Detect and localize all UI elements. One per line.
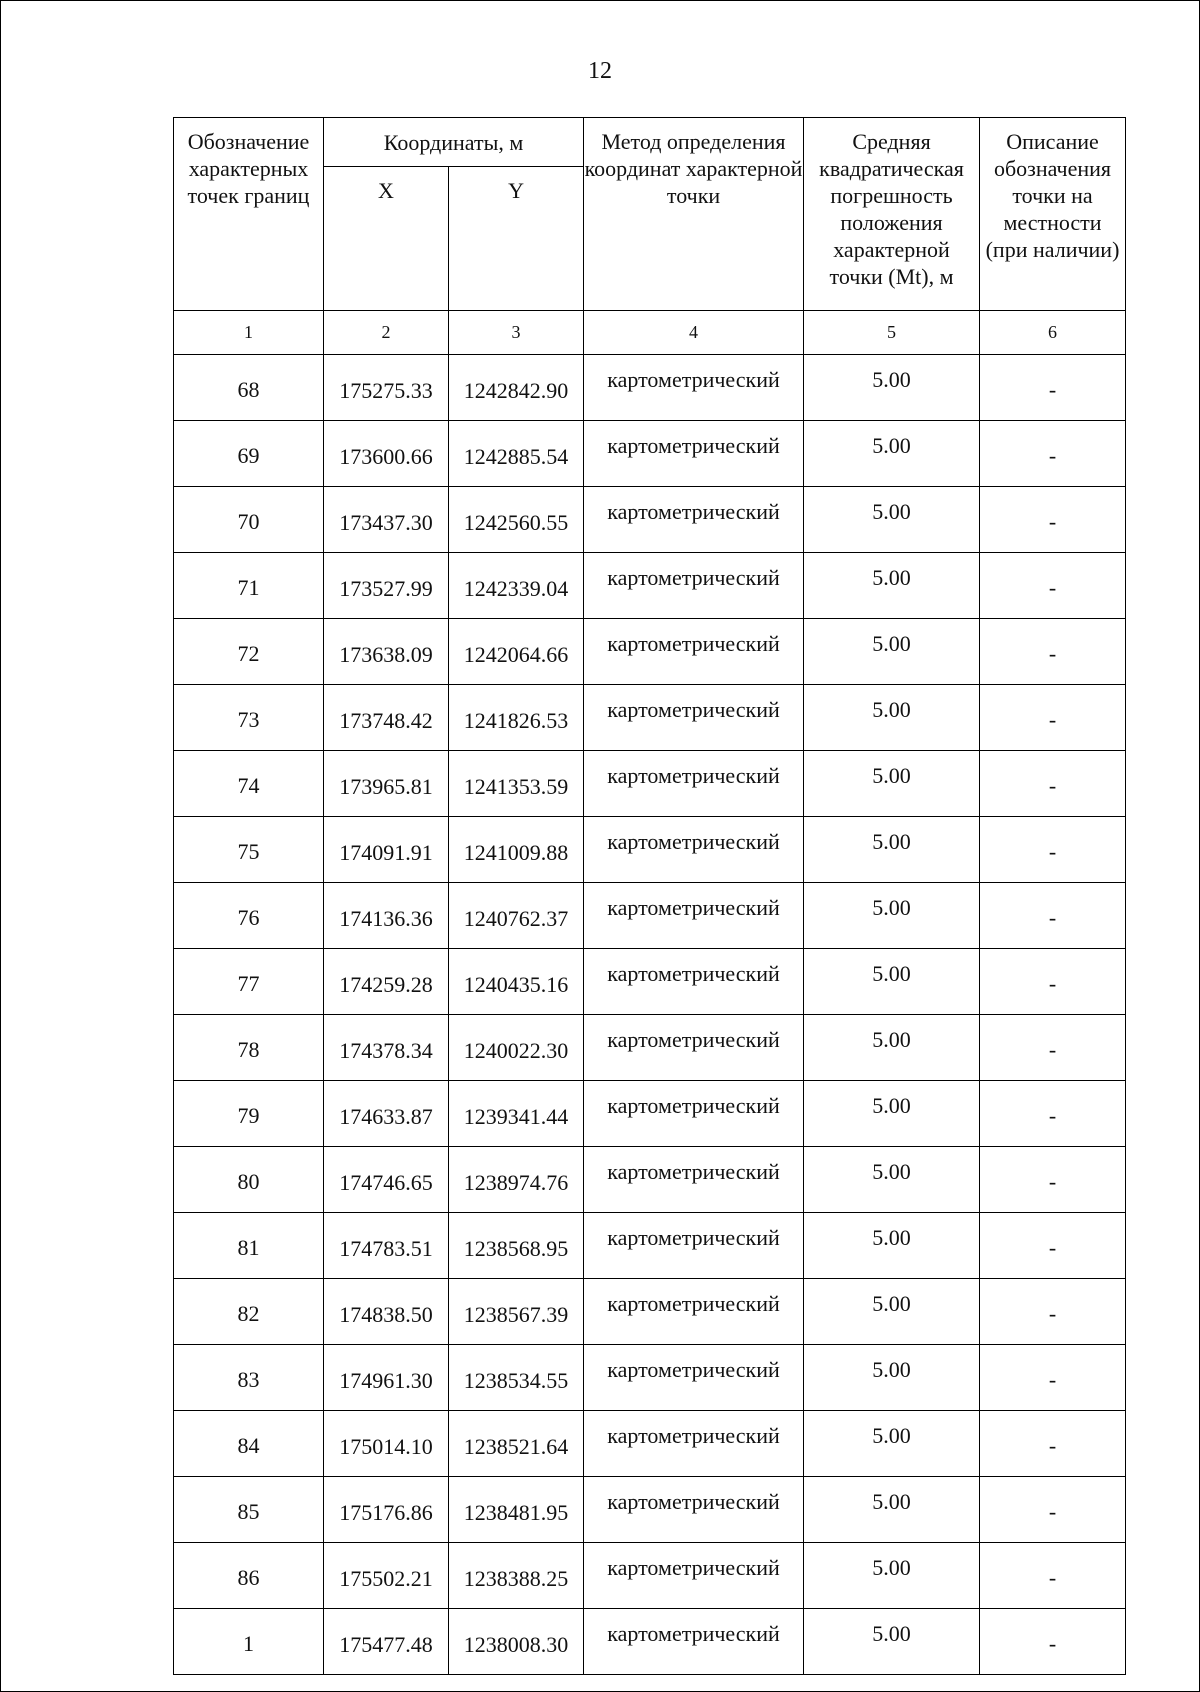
- point-cell: 71: [174, 553, 324, 619]
- method-cell: картометрический: [584, 817, 804, 883]
- y-coordinate-cell: 1238388.25: [449, 1543, 584, 1609]
- error-cell: 5.00: [804, 619, 980, 685]
- header-method: Метод определения координат характерной точки: [584, 118, 804, 311]
- method-cell: картометрический: [584, 1015, 804, 1081]
- header-description: Описание обозначения точки на местности (при наличии): [980, 118, 1126, 311]
- y-coordinate-cell: 1238974.76: [449, 1147, 584, 1213]
- description-cell: -: [980, 553, 1126, 619]
- table-row: [174, 685, 1126, 751]
- table-row: [174, 1279, 1126, 1345]
- description-cell: -: [980, 1081, 1126, 1147]
- error-cell: 5.00: [804, 1081, 980, 1147]
- point-cell: 68: [174, 355, 324, 421]
- method-cell: картометрический: [584, 619, 804, 685]
- error-cell: 5.00: [804, 1543, 980, 1609]
- error-cell: 5.00: [804, 685, 980, 751]
- y-coordinate-cell: 1239341.44: [449, 1081, 584, 1147]
- table-row: [174, 751, 1126, 817]
- x-coordinate-cell: 174378.34: [324, 1015, 449, 1081]
- description-cell: -: [980, 1609, 1126, 1675]
- column-number: 4: [584, 311, 804, 355]
- error-cell: 5.00: [804, 421, 980, 487]
- point-cell: 84: [174, 1411, 324, 1477]
- error-cell: 5.00: [804, 1213, 980, 1279]
- method-cell: картометрический: [584, 1147, 804, 1213]
- x-coordinate-cell: 173437.30: [324, 487, 449, 553]
- error-cell: 5.00: [804, 1477, 980, 1543]
- y-coordinate-cell: 1242842.90: [449, 355, 584, 421]
- point-cell: 78: [174, 1015, 324, 1081]
- column-number: 6: [980, 311, 1126, 355]
- method-cell: картометрический: [584, 1411, 804, 1477]
- x-coordinate-cell: 175502.21: [324, 1543, 449, 1609]
- x-coordinate-cell: 173965.81: [324, 751, 449, 817]
- point-cell: 73: [174, 685, 324, 751]
- column-number-row: [174, 311, 1126, 355]
- coordinates-table: [173, 117, 1126, 1675]
- error-cell: 5.00: [804, 1147, 980, 1213]
- method-cell: картометрический: [584, 487, 804, 553]
- point-cell: 83: [174, 1345, 324, 1411]
- point-cell: 75: [174, 817, 324, 883]
- error-cell: 5.00: [804, 1411, 980, 1477]
- point-cell: 70: [174, 487, 324, 553]
- table-row: [174, 883, 1126, 949]
- x-coordinate-cell: 174091.91: [324, 817, 449, 883]
- method-cell: картометрический: [584, 553, 804, 619]
- y-coordinate-cell: 1238008.30: [449, 1609, 584, 1675]
- error-cell: 5.00: [804, 487, 980, 553]
- method-cell: картометрический: [584, 355, 804, 421]
- method-cell: картометрический: [584, 1213, 804, 1279]
- method-cell: картометрический: [584, 1477, 804, 1543]
- point-cell: 72: [174, 619, 324, 685]
- method-cell: картометрический: [584, 1609, 804, 1675]
- column-number: 3: [449, 311, 584, 355]
- description-cell: -: [980, 1411, 1126, 1477]
- y-coordinate-cell: 1240435.16: [449, 949, 584, 1015]
- x-coordinate-cell: 174783.51: [324, 1213, 449, 1279]
- header-point: Обозначение характерных точек границ: [174, 118, 324, 311]
- x-coordinate-cell: 174633.87: [324, 1081, 449, 1147]
- x-coordinate-cell: 173748.42: [324, 685, 449, 751]
- y-coordinate-cell: 1238568.95: [449, 1213, 584, 1279]
- error-cell: 5.00: [804, 355, 980, 421]
- error-cell: 5.00: [804, 883, 980, 949]
- y-coordinate-cell: 1240762.37: [449, 883, 584, 949]
- table-row: [174, 817, 1126, 883]
- x-coordinate-cell: 173527.99: [324, 553, 449, 619]
- description-cell: -: [980, 1213, 1126, 1279]
- y-coordinate-cell: 1241353.59: [449, 751, 584, 817]
- table-row: [174, 1147, 1126, 1213]
- x-coordinate-cell: 174136.36: [324, 883, 449, 949]
- table-body: [174, 311, 1126, 1675]
- table-row: [174, 355, 1126, 421]
- description-cell: -: [980, 1015, 1126, 1081]
- table-row: [174, 1543, 1126, 1609]
- method-cell: картометрический: [584, 1543, 804, 1609]
- column-number: 1: [174, 311, 324, 355]
- y-coordinate-cell: 1242885.54: [449, 421, 584, 487]
- table-row: [174, 487, 1126, 553]
- description-cell: -: [980, 487, 1126, 553]
- description-cell: -: [980, 1147, 1126, 1213]
- method-cell: картометрический: [584, 1081, 804, 1147]
- table-row: [174, 1345, 1126, 1411]
- description-cell: -: [980, 883, 1126, 949]
- point-cell: 82: [174, 1279, 324, 1345]
- y-coordinate-cell: 1238567.39: [449, 1279, 584, 1345]
- table-row: [174, 1477, 1126, 1543]
- y-coordinate-cell: 1238521.64: [449, 1411, 584, 1477]
- description-cell: -: [980, 1477, 1126, 1543]
- header-x: X: [324, 167, 449, 311]
- description-cell: -: [980, 1345, 1126, 1411]
- description-cell: -: [980, 751, 1126, 817]
- table-row: [174, 1081, 1126, 1147]
- method-cell: картометрический: [584, 751, 804, 817]
- x-coordinate-cell: 175477.48: [324, 1609, 449, 1675]
- column-number: 2: [324, 311, 449, 355]
- table-row: [174, 619, 1126, 685]
- method-cell: картометрический: [584, 1345, 804, 1411]
- description-cell: -: [980, 619, 1126, 685]
- table-row: [174, 949, 1126, 1015]
- page-number: 12: [588, 58, 612, 84]
- x-coordinate-cell: 175014.10: [324, 1411, 449, 1477]
- y-coordinate-cell: 1241009.88: [449, 817, 584, 883]
- x-coordinate-cell: 174961.30: [324, 1345, 449, 1411]
- point-cell: 85: [174, 1477, 324, 1543]
- point-cell: 86: [174, 1543, 324, 1609]
- error-cell: 5.00: [804, 817, 980, 883]
- x-coordinate-cell: 174259.28: [324, 949, 449, 1015]
- x-coordinate-cell: 174746.65: [324, 1147, 449, 1213]
- description-cell: -: [980, 1279, 1126, 1345]
- point-cell: 74: [174, 751, 324, 817]
- point-cell: 81: [174, 1213, 324, 1279]
- error-cell: 5.00: [804, 1279, 980, 1345]
- table-header: [174, 118, 1126, 311]
- header-coordinates: Координаты, м: [324, 118, 584, 167]
- description-cell: -: [980, 421, 1126, 487]
- point-cell: 76: [174, 883, 324, 949]
- table-row: [174, 421, 1126, 487]
- point-cell: 1: [174, 1609, 324, 1675]
- point-cell: 79: [174, 1081, 324, 1147]
- header-y: Y: [449, 167, 584, 311]
- point-cell: 77: [174, 949, 324, 1015]
- y-coordinate-cell: 1238534.55: [449, 1345, 584, 1411]
- description-cell: -: [980, 685, 1126, 751]
- point-cell: 80: [174, 1147, 324, 1213]
- y-coordinate-cell: 1240022.30: [449, 1015, 584, 1081]
- y-coordinate-cell: 1242560.55: [449, 487, 584, 553]
- y-coordinate-cell: 1238481.95: [449, 1477, 584, 1543]
- x-coordinate-cell: 175176.86: [324, 1477, 449, 1543]
- error-cell: 5.00: [804, 1015, 980, 1081]
- table-row: [174, 1015, 1126, 1081]
- header-row-top: [174, 118, 1126, 167]
- error-cell: 5.00: [804, 949, 980, 1015]
- method-cell: картометрический: [584, 883, 804, 949]
- x-coordinate-cell: 173600.66: [324, 421, 449, 487]
- description-cell: -: [980, 1543, 1126, 1609]
- error-cell: 5.00: [804, 751, 980, 817]
- method-cell: картометрический: [584, 685, 804, 751]
- description-cell: -: [980, 817, 1126, 883]
- y-coordinate-cell: 1241826.53: [449, 685, 584, 751]
- description-cell: -: [980, 949, 1126, 1015]
- point-cell: 69: [174, 421, 324, 487]
- header-error: Средняя квадратическая погрешность положения характерной точки (Mt), м: [804, 118, 980, 311]
- method-cell: картометрический: [584, 421, 804, 487]
- description-cell: -: [980, 355, 1126, 421]
- error-cell: 5.00: [804, 1609, 980, 1675]
- y-coordinate-cell: 1242064.66: [449, 619, 584, 685]
- y-coordinate-cell: 1242339.04: [449, 553, 584, 619]
- x-coordinate-cell: 174838.50: [324, 1279, 449, 1345]
- x-coordinate-cell: 173638.09: [324, 619, 449, 685]
- table-row: [174, 1213, 1126, 1279]
- method-cell: картометрический: [584, 949, 804, 1015]
- error-cell: 5.00: [804, 1345, 980, 1411]
- table-row: [174, 1609, 1126, 1675]
- table-row: [174, 1411, 1126, 1477]
- method-cell: картометрический: [584, 1279, 804, 1345]
- x-coordinate-cell: 175275.33: [324, 355, 449, 421]
- table-row: [174, 553, 1126, 619]
- column-number: 5: [804, 311, 980, 355]
- error-cell: 5.00: [804, 553, 980, 619]
